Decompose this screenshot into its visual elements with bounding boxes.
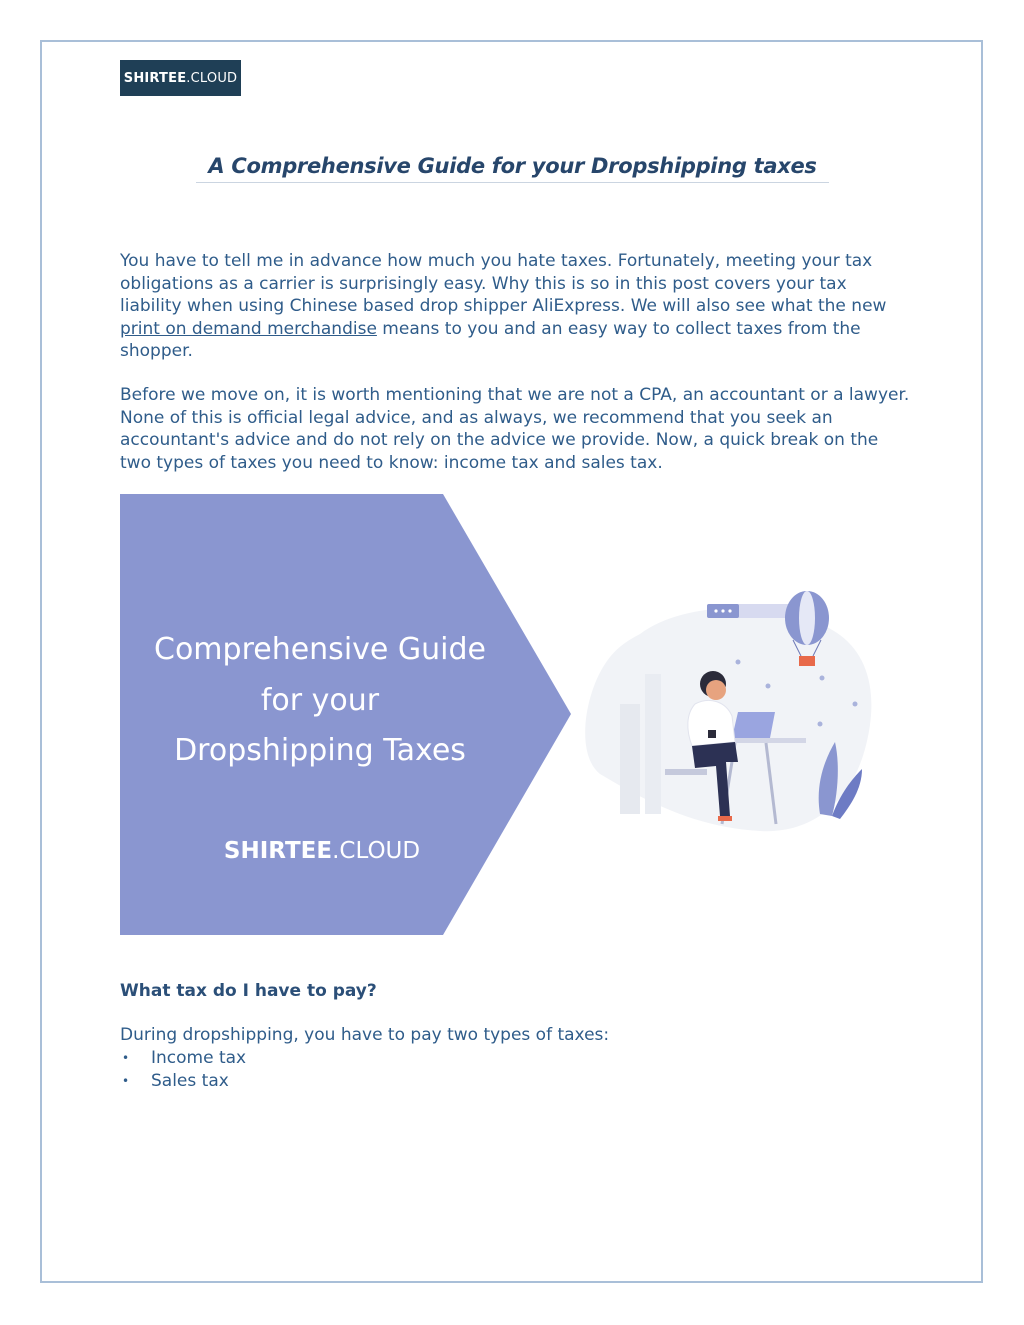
- dot-icon: [721, 609, 724, 612]
- map-pin-icon: [818, 722, 823, 727]
- laptop-icon: [732, 712, 775, 738]
- hero-line-1: Comprehensive Guide: [154, 632, 486, 667]
- list-item-text: Sales tax: [151, 1071, 229, 1091]
- title-divider: [196, 182, 829, 183]
- intro-text-before-link: You have to tell me in advance how much you hate taxes. Fortunately, meeting your tax obligations as a carrier is surprisingly easy. Why this is so in this post covers your tax liability when using Chinese based drop shipper AliExpress. We will also see what the new: [120, 251, 887, 317]
- print-on-demand-link[interactable]: print on demand merchandise: [120, 318, 377, 339]
- intro-paragraph-2: Before we move on, it is worth mentioning that we are not a CPA, an accountant or a lawyer. None of this is official legal advice, and as always, we recommend that you seek an accountant's advice and do not rely on the advice we provide. Now, a quick break on the two types of taxes you need to know: income tax and sales tax.: [120, 385, 910, 473]
- shirtee-logo[interactable]: [120, 60, 241, 96]
- bullet-icon: •: [122, 1051, 130, 1065]
- bullet-icon: •: [122, 1074, 130, 1088]
- mug-icon: [708, 730, 716, 738]
- logo-light-text: .CLOUD: [186, 70, 238, 86]
- dot-icon: [728, 609, 731, 612]
- chair-seat: [665, 769, 707, 775]
- dot-icon: [714, 609, 717, 612]
- map-pin-icon: [820, 676, 825, 681]
- list-item-text: Income tax: [151, 1048, 247, 1068]
- hero-brand-light: .CLOUD: [332, 838, 421, 864]
- person-face: [706, 680, 726, 700]
- section-heading: What tax do I have to pay?: [120, 981, 377, 1001]
- list-item: [120, 1070, 246, 1093]
- building-shape: [645, 674, 661, 814]
- building-shape: [620, 704, 640, 814]
- section-intro: During dropshipping, you have to pay two types of taxes:: [120, 1025, 610, 1045]
- map-pin-icon: [766, 684, 771, 689]
- map-pin-icon: [736, 660, 741, 665]
- hero-brand-bold: SHIRTEE: [223, 838, 333, 864]
- hero-line-3: Dropshipping Taxes: [174, 733, 466, 768]
- tax-types-list: [120, 1047, 246, 1093]
- intro-text-after-link: means to you and an easy way to collect taxes from the shopper.: [120, 318, 861, 362]
- hero-brand: [224, 838, 420, 864]
- list-item: [120, 1047, 246, 1070]
- person-shoe: [718, 816, 732, 821]
- intro-paragraph-1: [120, 250, 910, 363]
- page-title: A Comprehensive Guide for your Dropshipping taxes: [208, 154, 817, 179]
- hero-line-2: for your: [260, 683, 380, 718]
- logo-bold-text: SHIRTEE: [123, 70, 187, 86]
- hero-banner-image: [120, 494, 910, 935]
- map-pin-icon: [853, 702, 858, 707]
